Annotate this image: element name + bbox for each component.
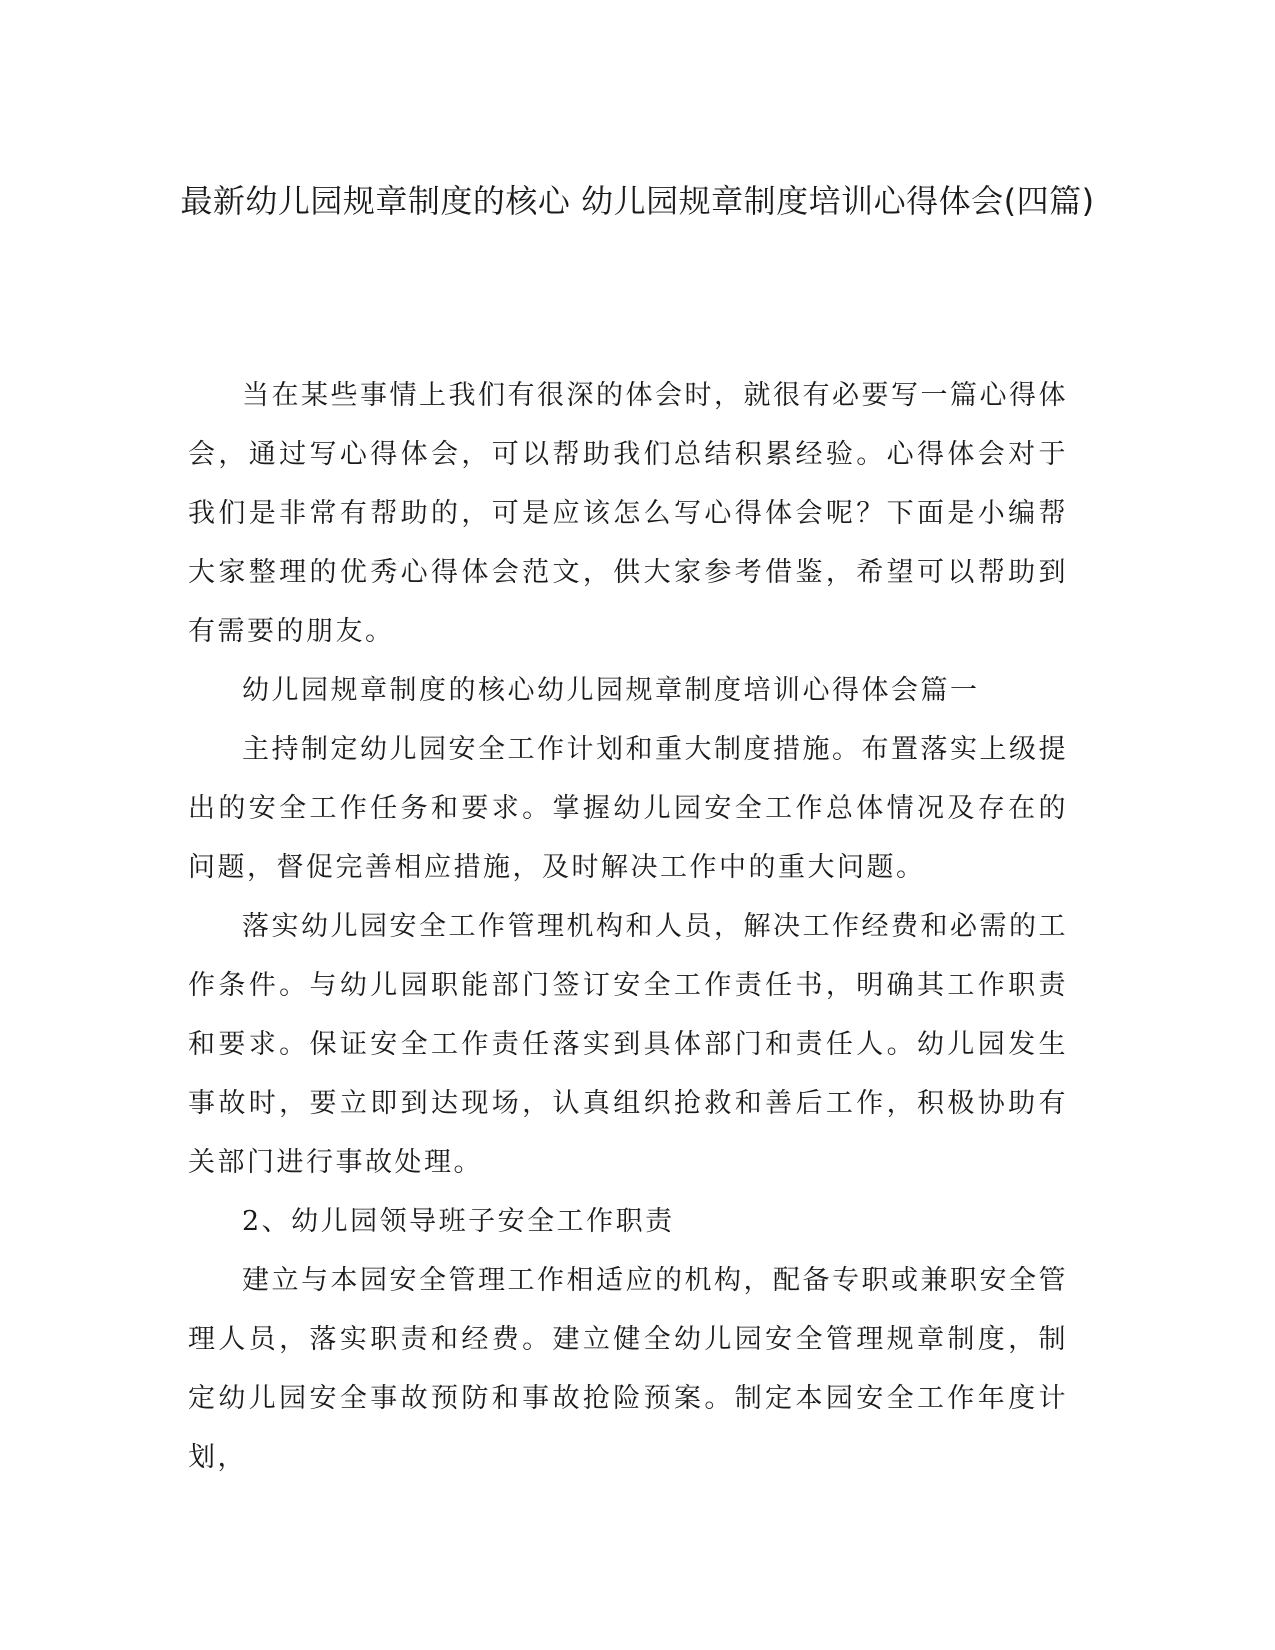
document-body: [188, 366, 1068, 1487]
body-paragraph: 建立与本园安全管理工作相适应的机构，配备专职或兼职安全管理人员，落实职责和经费。建立健全幼儿园安全管理规章制度，制定幼儿园安全事故预防和事故抢险预案。制定本园安全工作年度计划，: [188, 1265, 1068, 1473]
section-heading: 2、幼儿园领导班子安全工作职责: [242, 1206, 675, 1237]
body-paragraph: 主持制定幼儿园安全工作计划和重大制度措施。布置落实上级提出的安全工作任务和要求。掌握幼儿园安全工作总体情况及存在的问题，督促完善相应措施，及时解决工作中的重大问题。: [188, 734, 1068, 883]
document-title: 最新幼儿园规章制度的核心 幼儿园规章制度培训心得体会(四篇): [180, 182, 1095, 220]
section-heading: 幼儿园规章制度的核心幼儿园规章制度培训心得体会篇一: [242, 675, 980, 706]
body-paragraph: 落实幼儿园安全工作管理机构和人员，解决工作经费和必需的工作条件。与幼儿园职能部门签订安全工作责任书，明确其工作职责和要求。保证安全工作责任落实到具体部门和责任人。幼儿园发生事故时，要立即到达现场，认真组织抢救和善后工作，积极协助有关部门进行事故处理。: [188, 911, 1068, 1178]
intro-paragraph: 当在某些事情上我们有很深的体会时，就很有必要写一篇心得体会，通过写心得体会，可以帮助我们总结积累经验。心得体会对于我们是非常有帮助的，可是应该怎么写心得体会呢？下面是小编帮大家整理的优秀心得体会范文，供大家参考借鉴，希望可以帮助到有需要的朋友。: [188, 380, 1068, 647]
